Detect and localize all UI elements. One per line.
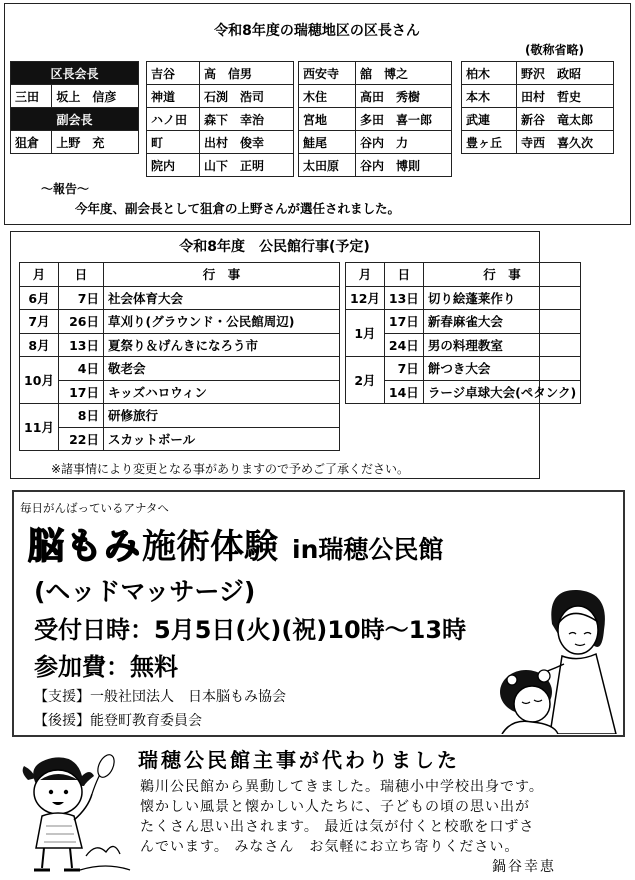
table-row: 院内 山下 正明 — [147, 154, 294, 177]
district-heads-panel — [4, 3, 631, 225]
table-header-row: 月 日 行 事 — [20, 263, 340, 287]
child-illustration — [6, 746, 136, 876]
flyer-date-line: 受付日時：5月5日(火)(祝)10時～13時 — [34, 616, 467, 644]
flyer-title-place: in瑞穂公民館 — [292, 535, 444, 564]
flyer-title — [28, 518, 443, 569]
massage-illustration — [492, 584, 622, 734]
table-row: 1月 17日 新春麻雀大会 — [346, 310, 581, 334]
events-table-left — [19, 262, 340, 451]
honorific-note: (敬称省略) — [525, 43, 584, 57]
table-row: 神道 石渕 浩司 — [147, 85, 294, 108]
events-note: ※諸事情により変更となる事がありますので予めご了承ください。 — [51, 462, 410, 476]
report-text: 今年度、副会長として狙倉の上野さんが選任されました。 — [75, 201, 401, 216]
table-row: ハノ田 森下 幸治 — [147, 108, 294, 131]
staff-notice-line-4: んでいます。 みなさん お気軽にお立ち寄りください。 — [140, 839, 520, 855]
kucho-head-table — [10, 61, 139, 154]
staff-notice — [0, 740, 635, 880]
table-row: 武連 新谷 竜太郎 — [462, 108, 614, 131]
table-row: 7月 26日 草刈り(グラウンド・公民館周辺) — [20, 310, 340, 334]
table-row: 2月 7日 餅つき大会 — [346, 357, 581, 381]
events-panel — [10, 231, 577, 479]
vice-head-label: 副会長 — [11, 108, 139, 131]
table-row: 鮭尾 谷内 力 — [299, 131, 452, 154]
staff-notice-line-3: たくさん思い出されます。 最近は気が付くと校歌を口ずさ — [140, 819, 535, 835]
table-row: 豊ヶ丘 寺西 喜久次 — [462, 131, 614, 154]
kucho-head-area: 三田 — [11, 85, 52, 108]
kucho-head-label: 区長会長 — [11, 62, 139, 85]
district-group-2 — [298, 61, 452, 177]
table-row: 24日 男の料理教室 — [346, 333, 581, 357]
flyer-title-main: 施術体験 — [142, 527, 279, 567]
staff-notice-line-1: 鵜川公民館から異動してきました。瑞穂小中学校出身です。 — [140, 779, 544, 795]
table-row: 宮地 多田 喜一郎 — [299, 108, 452, 131]
table-row: 吉谷 高 信男 — [147, 62, 294, 85]
table-row: 14日 ラージ卓球大会(ペタンク) — [346, 380, 581, 404]
district-heads-title: 令和8年度の瑞穂地区の区長さん — [214, 23, 420, 39]
flyer-backing: 【後援】能登町教育委員会 — [34, 713, 202, 729]
table-row: 木住 高田 秀樹 — [299, 85, 452, 108]
table-row: 17日 キッズハロウィン — [20, 380, 340, 404]
table-row: 12月 13日 切り絵蓬莱作り — [346, 286, 581, 310]
table-row: 太田原 谷内 博則 — [299, 154, 452, 177]
kucho-head-name: 坂上 信彦 — [52, 85, 139, 108]
vice-head-name: 上野 充 — [52, 131, 139, 154]
district-group-1 — [146, 61, 294, 177]
table-row: 8月 13日 夏祭り＆げんきになろう市 — [20, 333, 340, 357]
vice-head-area: 狙倉 — [11, 131, 52, 154]
staff-notice-title: 瑞穂公民館主事が代わりました — [138, 748, 460, 772]
flyer-title-brand: 脳もみ — [28, 526, 143, 567]
table-row: 22日 スカットボール — [20, 427, 340, 451]
flyer-support: 【支援】一般社団法人 日本脳もみ協会 — [34, 689, 286, 705]
flyer-fee-line: 参加費：無料 — [34, 653, 178, 681]
table-row: 本木 田村 哲史 — [462, 85, 614, 108]
flyer-kicker: 毎日がんばっているアナタへ — [20, 501, 169, 515]
table-row: 10月 4日 敬老会 — [20, 357, 340, 381]
table-header-row: 月 日 行 事 — [346, 263, 581, 287]
events-title: 令和8年度 公民館行事(予定) — [179, 239, 370, 255]
staff-notice-line-2: 懐かしい風景と懐かしい人たちに、子どもの頃の思い出が — [140, 799, 530, 815]
massage-flyer — [12, 490, 625, 737]
events-table-right — [345, 262, 581, 404]
report-label: ～報告～ — [41, 182, 90, 196]
table-row: 西安寺 舘 博之 — [299, 62, 452, 85]
table-row: 11月 8日 研修旅行 — [20, 404, 340, 428]
table-row: 6月 7日 社会体育大会 — [20, 286, 340, 310]
table-row: 柏木 野沢 政昭 — [462, 62, 614, 85]
flyer-subtitle: (ヘッドマッサージ) — [34, 577, 256, 606]
district-group-3 — [461, 61, 614, 154]
staff-signature: 鍋谷幸恵 — [492, 859, 556, 875]
table-row: 町 出村 俊幸 — [147, 131, 294, 154]
